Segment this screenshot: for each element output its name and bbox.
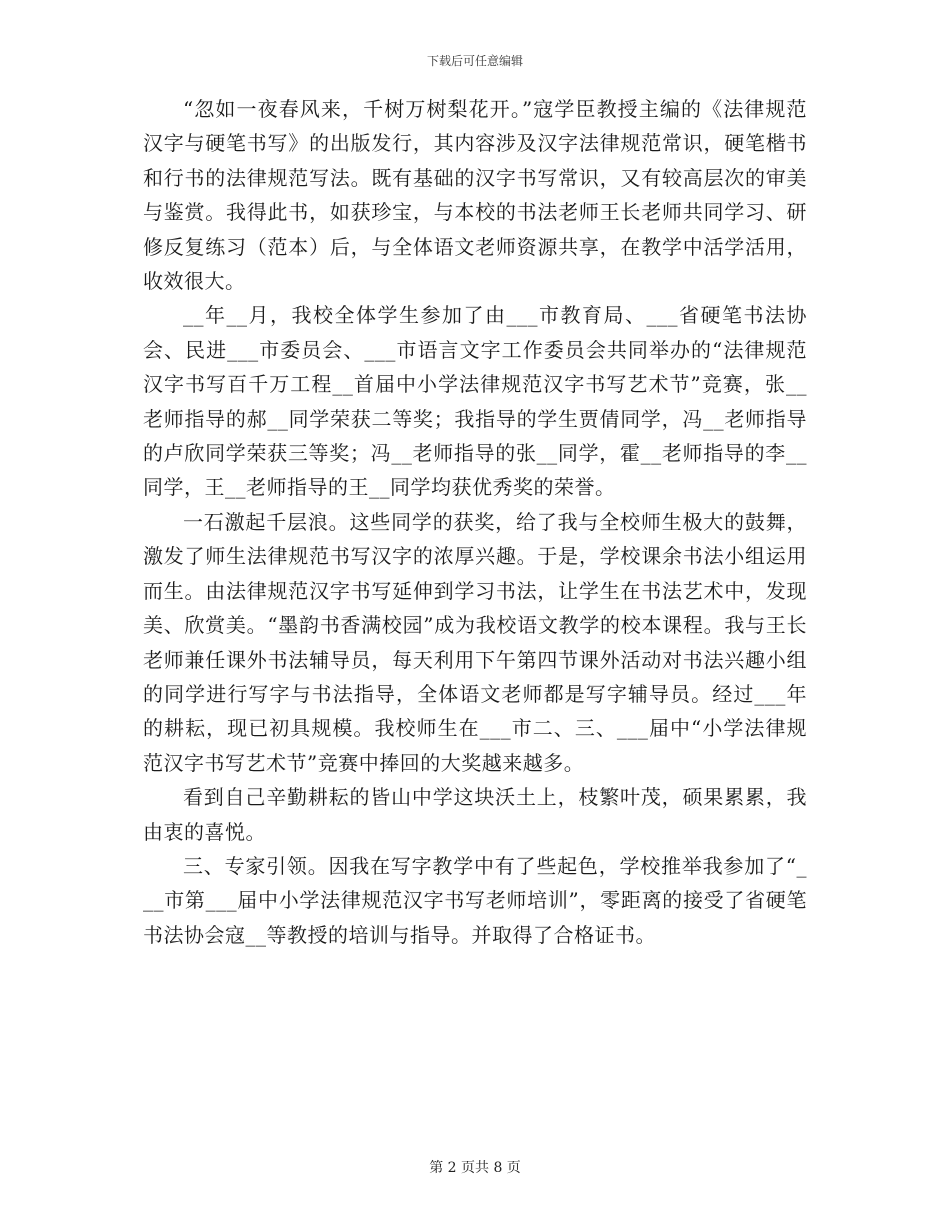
paragraph: __年__月，我校全体学生参加了由___市教育局、___省硬笔书法协会、民进___市委员会、___市语言文字工作委员会共同举办的“法律规范汉字书写百千万工程__首届中小学法律规范汉字书写艺术节”竞赛，张__老师指导的郝__同学荣获二等奖；我指导的学生贾倩同学，冯__老师指导的卢欣同学荣获三等奖；冯__老师指导的张__同学，霍__老师指导的李__同学，王__老师指导的王__同学均获优秀奖的荣誉。 xyxy=(143,303,807,500)
paragraph: 看到自己辛勤耕耘的皆山中学这块沃土上，枝繁叶茂，硕果累累，我由衷的喜悦。 xyxy=(143,785,807,844)
paragraph: 一石激起千层浪。这些同学的获奖，给了我与全校师生极大的鼓舞，激发了师生法律规范书写汉字的浓厚兴趣。于是，学校课余书法小组运用而生。由法律规范汉字书写延伸到学习书法，让学生在书法艺术中，发现美、欣赏美。“墨韵书香满校园”成为我校语文教学的校本课程。我与王长老师兼任课外书法辅导员，每天利用下午第四节课外活动对书法兴趣小组的同学进行写字与书法指导，全体语文老师都是写字辅导员。经过___年的耕耘，现已初具规模。我校师生在___市二、三、___届中“小学法律规范汉字书写艺术节”竞赛中捧回的大奖越来越多。 xyxy=(143,509,807,775)
document-body xyxy=(143,92,807,952)
paragraph: 三、专家引领。因我在写字教学中有了些起色，学校推举我参加了“___市第___届中小学法律规范汉字书写老师培训”，零距离的接受了省硬笔书法协会寇__等教授的培训与指导。并取得了合格证书。 xyxy=(143,853,807,947)
paragraph: “忽如一夜春风来，千树万树梨花开。”寇学臣教授主编的《法律规范汉字与硬笔书写》的出版发行，其内容涉及汉字法律规范常识，硬笔楷书和行书的法律规范写法。既有基础的汉字书写常识，又有较高层次的审美与鉴赏。我得此书，如获珍宝，与本校的书法老师王长老师共同学习、研修反复练习（范本）后，与全体语文老师资源共享，在教学中活学活用，收效很大。 xyxy=(143,97,807,294)
page-header: 下载后可任意编辑 xyxy=(426,54,523,68)
page-number-footer: 第 2 页共 8 页 xyxy=(429,1160,521,1176)
